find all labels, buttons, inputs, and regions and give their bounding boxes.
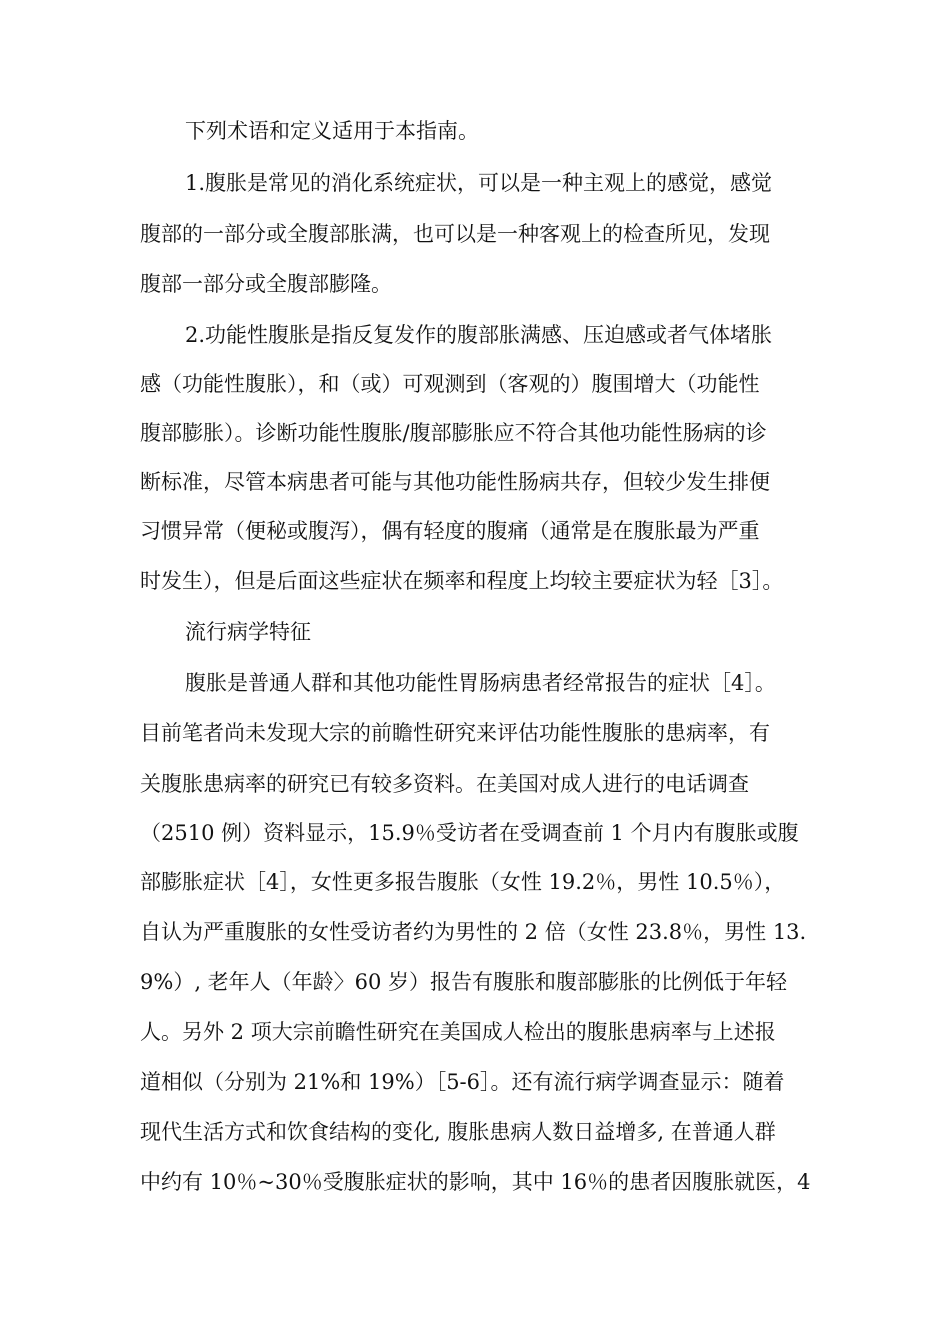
text-line: 部膨胀症状［4］，女性更多报告腹胀（女性 19.2％，男性 10.5％）， — [140, 870, 786, 894]
text-line: 腹部一部分或全腹部膨隆。 — [140, 272, 392, 296]
text-line: 习惯异常（便秘或腹泻），偶有轻度的腹痛（通常是在腹胀最为严重 — [140, 519, 760, 543]
text-line: 腹胀是普通人群和其他功能性胃肠病患者经常报告的症状［4］。 — [185, 671, 776, 695]
text-line: （2510 例）资料显示，15.9％受访者在受调查前 1 个月内有腹胀或腹 — [140, 821, 799, 845]
text-line: 自认为严重腹胀的女性受访者约为男性的 2 倍（女性 23.8％，男性 13. — [140, 920, 807, 944]
text-line: 现代生活方式和饮食结构的变化, 腹胀患病人数日益增多, 在普通人群 — [140, 1120, 776, 1144]
text-line: 1.腹胀是常见的消化系统症状，可以是一种主观上的感觉，感觉 — [185, 171, 773, 195]
text-line: 9%）, 老年人（年龄〉60 岁）报告有腹胀和腹部膨胀的比例低于年轻 — [140, 970, 788, 994]
text-line: 人。另外 2 项大宗前瞻性研究在美国成人检出的腹胀患病率与上述报 — [140, 1020, 776, 1044]
text-line: 下列术语和定义适用于本指南。 — [185, 119, 479, 143]
text-line: 腹部的一部分或全腹部胀满，也可以是一种客观上的检查所见，发现 — [140, 222, 770, 246]
text-line: 2.功能性腹胀是指反复发作的腹部胀满感、压迫感或者气体堵胀 — [185, 323, 773, 347]
text-line: 腹部膨胀）。诊断功能性腹胀/腹部膨胀应不符合其他功能性肠病的诊 — [140, 421, 767, 445]
section-heading: 流行病学特征 — [185, 620, 311, 644]
text-line: 关腹胀患病率的研究已有较多资料。在美国对成人进行的电话调查 — [140, 772, 749, 796]
text-line: 时发生），但是后面这些症状在频率和程度上均较主要症状为轻［3］。 — [140, 569, 784, 593]
text-line: 断标准，尽管本病患者可能与其他功能性肠病共存，但较少发生排便 — [140, 470, 770, 494]
text-line: 感（功能性腹胀），和（或）可观测到（客观的）腹围增大（功能性 — [140, 372, 760, 396]
text-line: 中约有 10％~30％受腹胀症状的影响，其中 16％的患者因腹胀就医，4 — [140, 1170, 811, 1194]
text-line: 道相似（分别为 21%和 19%）［5-6］。还有流行病学调查显示：随着 — [140, 1070, 785, 1094]
text-line: 目前笔者尚未发现大宗的前瞻性研究来评估功能性腹胀的患病率，有 — [140, 721, 770, 745]
